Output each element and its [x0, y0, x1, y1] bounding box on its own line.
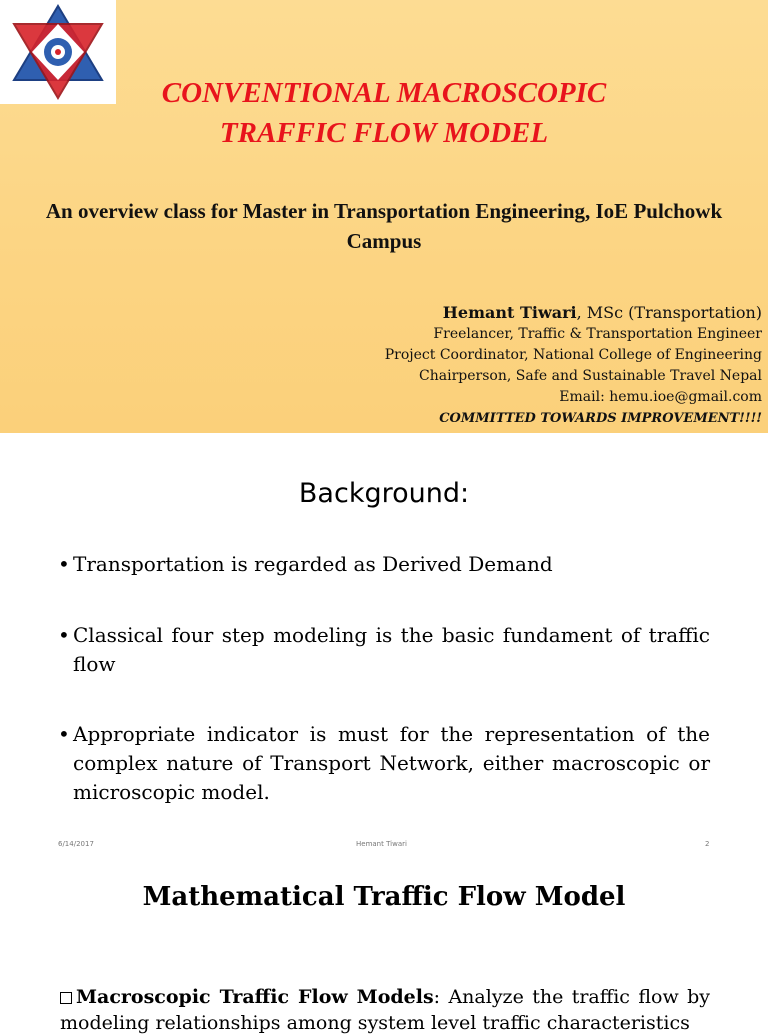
- bullet-item: [58, 621, 710, 679]
- checkbox-bullet-icon: [60, 992, 72, 1004]
- author-motto: COMMITTED TOWARDS IMPROVEMENT!!!!: [439, 411, 762, 426]
- item-heading: Macroscopic Traffic Flow Models: [76, 986, 434, 1008]
- bullet-item: [58, 720, 710, 807]
- bullet-text: Transportation is regarded as Derived Demand: [73, 552, 553, 576]
- bullet-point-icon: •: [58, 623, 70, 647]
- presentation-title-line-1: CONVENTIONAL MACROSCOPIC: [161, 77, 607, 109]
- checkbox-bullet-item: [60, 984, 710, 1036]
- bullet-text: Appropriate indicator is must for the representation of the complex nature of Transport Network, either macroscopic or microscopic model.: [73, 722, 710, 804]
- slide-title-mathematical-model: Mathematical Traffic Flow Model: [142, 882, 626, 912]
- presentation-title-line-2: TRAFFIC FLOW MODEL: [219, 117, 549, 149]
- author-line: [443, 302, 762, 323]
- author-role: Chairperson, Safe and Sustainable Travel Nepal: [419, 368, 762, 384]
- bullet-point-icon: •: [58, 552, 70, 576]
- item-description: : Analyze the traffic flow by modeling relationships among system level traffic characteristics: [60, 986, 710, 1034]
- author-email: Email: hemu.ioe@gmail.com: [559, 389, 762, 405]
- bullet-point-icon: •: [58, 722, 70, 746]
- slide-title-background: Background:: [298, 478, 470, 509]
- author-role: Project Coordinator, National College of Engineering: [384, 347, 762, 363]
- footer-page-number: 2: [705, 840, 710, 848]
- bullet-item: [58, 550, 710, 579]
- footer-date: 6/14/2017: [58, 840, 94, 848]
- bullet-text: Classical four step modeling is the basic fundament of traffic flow: [73, 623, 710, 676]
- author-degree: , MSc (Transportation): [576, 303, 762, 322]
- presentation-subtitle: An overview class for Master in Transportation Engineering, IoE Pulchowk Campus: [45, 199, 723, 253]
- footer-author: Hemant Tiwari: [356, 840, 407, 848]
- author-name: Hemant Tiwari: [442, 303, 577, 322]
- author-role: Freelancer, Traffic & Transportation Engineer: [433, 326, 762, 342]
- title-slide: [0, 0, 768, 433]
